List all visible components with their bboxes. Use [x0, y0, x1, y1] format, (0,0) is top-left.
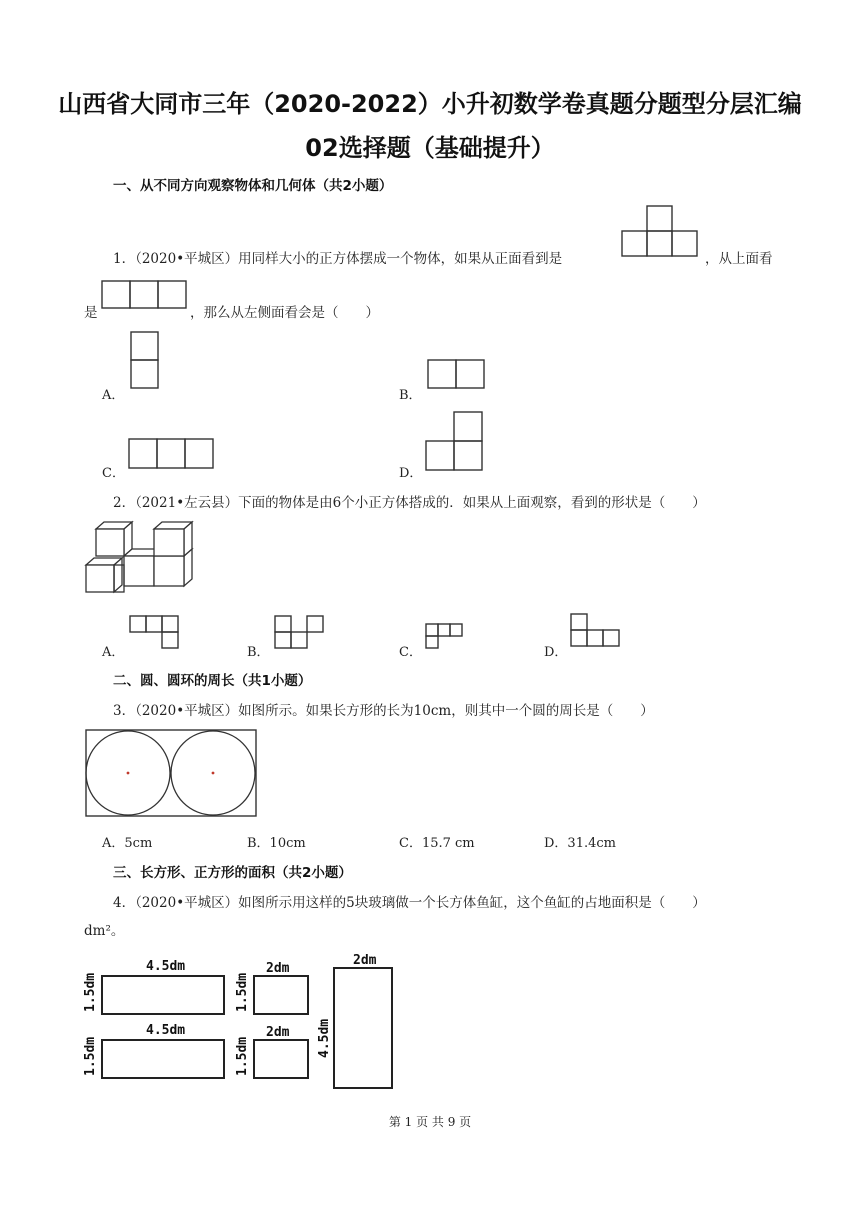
q4-glass-panels-figure — [78, 948, 408, 1093]
question-4-unit: dm²。 — [84, 923, 125, 939]
q1-option-b-figure — [427, 359, 487, 391]
q3-option-b: B．10cm — [247, 836, 306, 851]
q1-option-a-figure — [130, 331, 160, 391]
q1-option-d-label: D． — [399, 466, 423, 481]
q2-option-d-figure — [570, 612, 624, 652]
q2-option-b-label: B． — [247, 645, 270, 660]
q2-option-a-figure — [129, 614, 179, 652]
question-1-text-c: 是 — [84, 305, 98, 321]
q4-label-width-1: 1.5dm — [83, 972, 98, 1012]
question-2-text: 2．（2021•左云县）下面的物体是由6个小正方体搭成的．如果从上面观察，看到的形状是（ ） — [113, 495, 706, 511]
q3-option-a: A．5cm — [102, 836, 153, 851]
section-heading-2: 二、圆、圆环的周长（共1小题） — [113, 673, 312, 689]
q1-option-c-figure — [128, 438, 218, 470]
q4-label-square-top-1: 2dm — [266, 961, 290, 976]
q4-label-square-side-1: 1.5dm — [235, 972, 250, 1012]
q1-option-b-label: B． — [399, 388, 422, 403]
question-1-text-a: 1．（2020•平城区）用同样大小的正方体摆成一个物体，如果从正面看到是 — [113, 251, 563, 267]
question-4-text: 4．（2020•平城区）如图所示用这样的5块玻璃做一个长方体鱼缸，这个鱼缸的占地面积是（ ） — [113, 895, 706, 911]
q2-option-c-figure — [425, 622, 467, 652]
q1-option-c-label: C． — [102, 466, 125, 481]
q1-top-view-figure — [101, 280, 191, 310]
q2-option-c-label: C． — [399, 645, 422, 660]
section-heading-1: 一、从不同方向观察物体和几何体（共2小题） — [113, 178, 393, 194]
q3-option-c: C．15.7 cm — [399, 836, 475, 851]
q4-label-tall-side: 4.5dm — [317, 1018, 332, 1058]
q2-option-a-label: A． — [102, 645, 125, 660]
document-title-line2: 02选择题（基础提升） — [305, 134, 555, 162]
question-1-text-b: ，从上面看 — [705, 251, 773, 267]
q2-option-d-label: D． — [544, 645, 568, 660]
q1-option-d-figure — [425, 411, 485, 473]
question-1-text-d: ，那么从左侧面看会是（ ） — [190, 305, 379, 321]
q4-label-tall-top: 2dm — [353, 953, 377, 968]
document-title-line1: 山西省大同市三年（2020-2022）小升初数学卷真题分题型分层汇编 — [58, 90, 802, 118]
section-heading-3: 三、长方形、正方形的面积（共2小题） — [113, 865, 352, 881]
q4-label-square-side-2: 1.5dm — [235, 1036, 250, 1076]
page-footer: 第 1 页 共 9 页 — [388, 1115, 472, 1129]
q3-option-d: D．31.4cm — [544, 836, 616, 851]
q4-label-width-2: 1.5dm — [83, 1036, 98, 1076]
q4-label-square-top-2: 2dm — [266, 1025, 290, 1040]
q3-circles-in-rectangle-figure — [84, 728, 260, 820]
q2-option-b-figure — [274, 614, 326, 652]
q4-label-length-2: 4.5dm — [146, 1023, 186, 1038]
question-3-text: 3．（2020•平城区）如图所示。如果长方形的长为10cm，则其中一个圆的周长是（ ） — [113, 703, 654, 719]
q1-option-a-label: A． — [102, 388, 125, 403]
q2-cube-stack-figure — [84, 520, 204, 600]
q4-label-length-1: 4.5dm — [146, 959, 186, 974]
